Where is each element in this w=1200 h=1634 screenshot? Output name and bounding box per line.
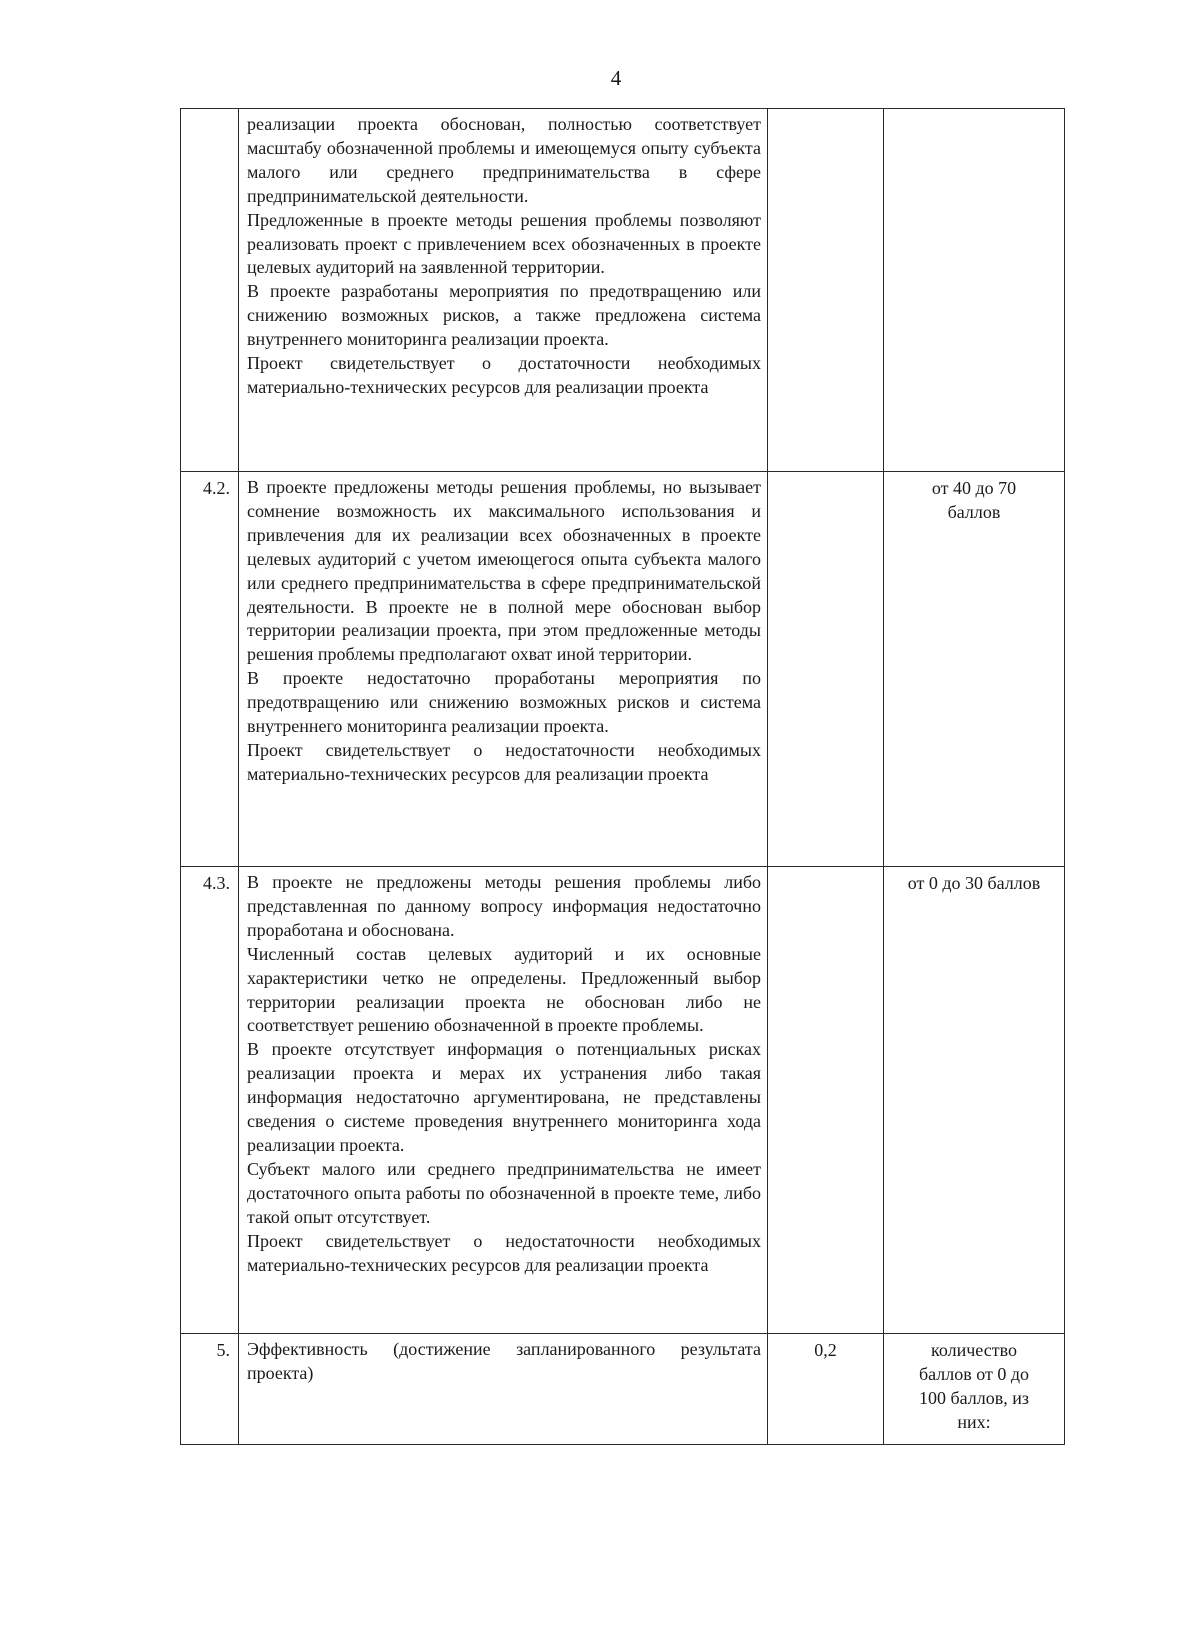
score-cell	[884, 472, 1065, 867]
score-cell	[884, 867, 1065, 1334]
criteria-description	[239, 867, 768, 1334]
description-paragraph: Эффективность (достижение запланированного результата проекта)	[247, 1339, 761, 1383]
description-paragraph: Проект свидетельствует о достаточности необходимых материально-технических ресурсов для реализации проекта	[247, 353, 761, 397]
description-paragraph: Проект свидетельствует о недостаточности необходимых материально-технических ресурсов для реализации проекта	[247, 739, 761, 784]
description-paragraph: Численный состав целевых аудиторий и их основные характеристики четко не определены. Предложенный выбор территории реализации проекта не обоснован либо не соответствует решению обозначенной в проекте проблемы.	[247, 943, 761, 1036]
description-paragraph: В проекте недостаточно проработаны мероприятия по предотвращению или снижению возможных рисков и система внутреннего мониторинга реализации проекта.	[247, 668, 761, 737]
description-paragraph: В проекте предложены методы решения проблемы, но вызывает сомнение возможность их максимального использования и привлечения для их реализации всех обозначенных в проекте целевых аудиторий с учетом имеющегося опыта субъекта малого или среднего предпринимательства в сфере предпринимательской деятельности. В проекте не в полной мере обоснован выбор территории реализации проекта, при этом предложенные методы решения проблемы предполагают охват иной территории.	[247, 477, 761, 665]
table-row	[181, 109, 1065, 472]
description-paragraph: Проект свидетельствует о недостаточности необходимых материально-технических ресурсов для реализации проекта	[247, 1230, 761, 1275]
page-number: 4	[610, 66, 622, 90]
score-cell	[884, 1334, 1065, 1445]
score-text: от 40 до 70 баллов	[931, 478, 1017, 522]
row-number: 4.3.	[181, 867, 239, 1334]
description-paragraph: В проекте разработаны мероприятия по предотвращению или снижению возможных рисков, а также предложена система внутреннего мониторинга реализации проекта.	[247, 281, 761, 350]
description-paragraph: В проекте не предложены методы решения проблемы либо представленная по данному вопросу информация недостаточно проработана и обоснована.	[247, 872, 761, 940]
description-paragraph: Предложенные в проекте методы решения проблемы позволяют реализовать проект с привлечением всех обозначенных в проекте целевых аудиторий на заявленной территории.	[247, 209, 761, 278]
criteria-table	[180, 108, 1065, 1445]
description-paragraph: реализации проекта обоснован, полностью соответствует масштабу обозначенной проблемы и имеющемуся опыту субъекта малого или среднего предпринимательства в сфере предпринимательской деятельности.	[247, 114, 761, 206]
criteria-description	[239, 472, 768, 867]
table-row	[181, 472, 1065, 867]
weight-cell	[768, 867, 884, 1334]
criteria-description	[239, 1334, 768, 1445]
row-number: 4.2.	[181, 472, 239, 867]
row-number	[181, 109, 239, 472]
row-number: 5.	[181, 1334, 239, 1445]
score-text: количество баллов от 0 до 100 баллов, из них:	[918, 1340, 1030, 1432]
criteria-description	[239, 109, 768, 472]
table-row	[181, 867, 1065, 1334]
weight-cell: 0,2	[768, 1334, 884, 1445]
weight-cell	[768, 109, 884, 472]
description-paragraph: В проекте отсутствует информация о потенциальных рисках реализации проекта и мерах их устранения либо такая информация недостаточно аргументирована, не представлены сведения о системе проведения внутреннего мониторинга хода реализации проекта.	[247, 1039, 761, 1155]
score-cell	[884, 109, 1065, 472]
description-paragraph: Субъект малого или среднего предпринимательства не имеет достаточного опыта работы по обозначенной в проекте теме, либо такой опыт отсутствует.	[247, 1158, 761, 1227]
table-row	[181, 1334, 1065, 1445]
score-text: от 0 до 30 баллов	[907, 873, 1041, 893]
weight-cell	[768, 472, 884, 867]
